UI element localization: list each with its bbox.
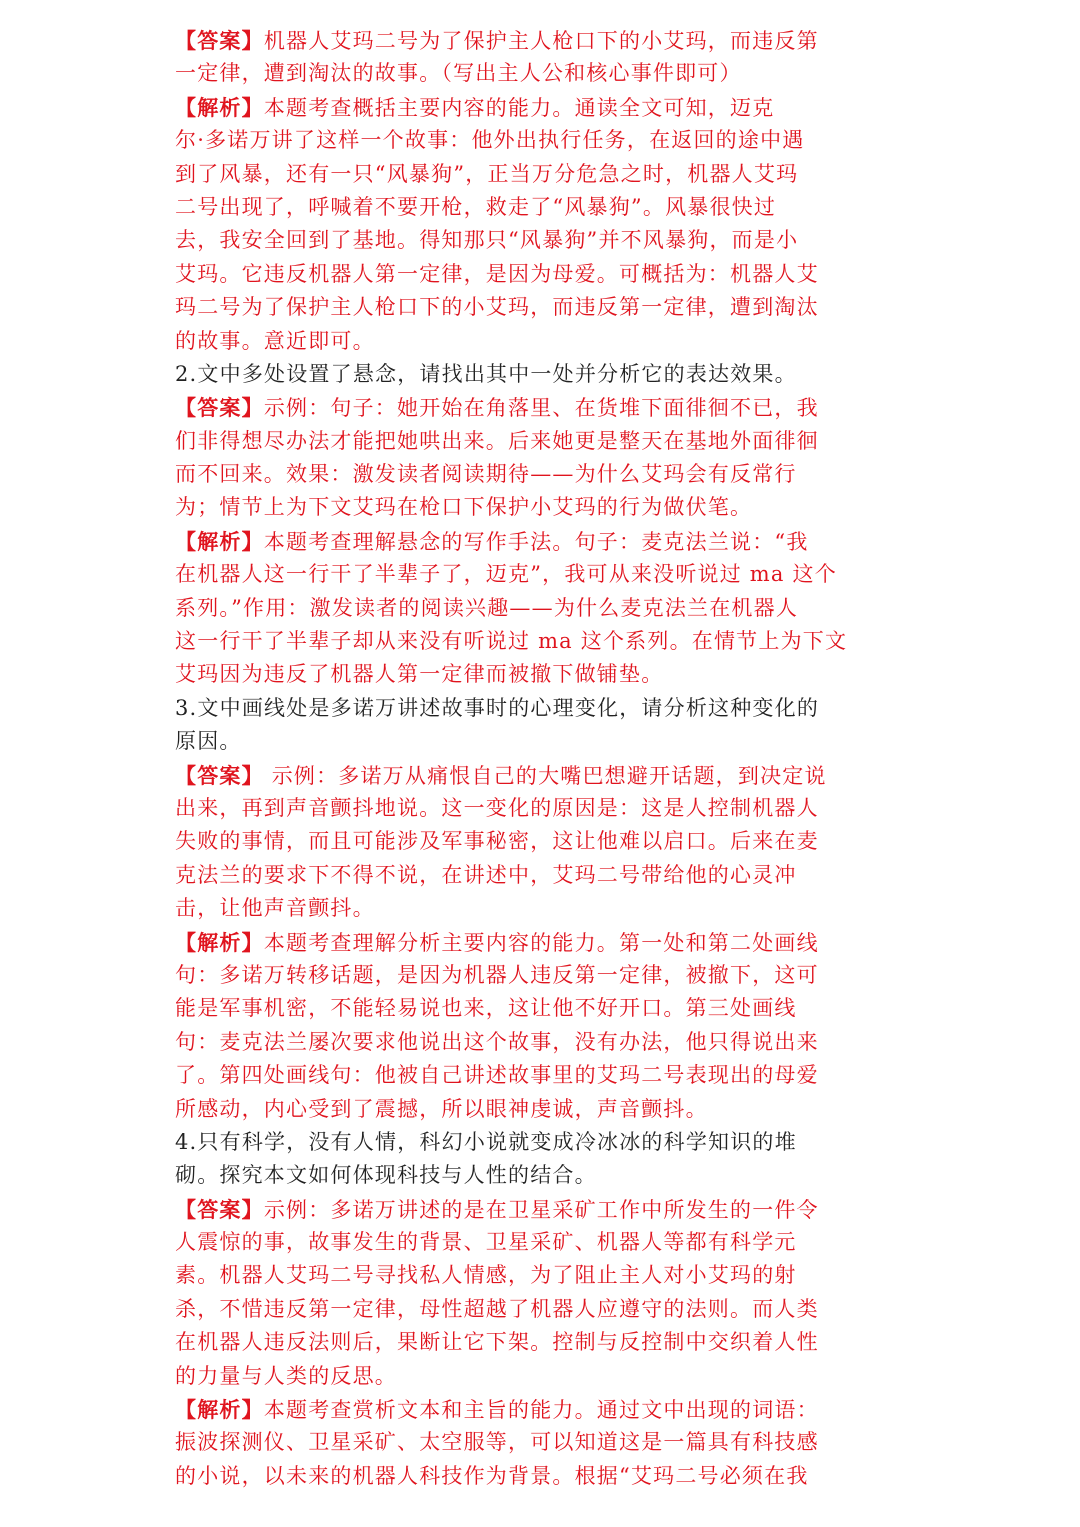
- line-text: 示例：多诺万从痛恨自己的大嘴巴想避开话题，到决定说: [263, 763, 827, 788]
- line-text: 尔·多诺万讲了这样一个故事：他外出执行任务，在返回的途中遇: [175, 128, 805, 153]
- answer-line: [175, 592, 905, 625]
- line-text: 的小说，以未来的机器人科技作为背景。根据“艾玛二号必须在我: [175, 1463, 809, 1488]
- line-text: 本题考查概括主要内容的能力。通读全文可知，迈克: [263, 95, 775, 120]
- answer-line: [175, 1460, 905, 1493]
- answer-line: [175, 926, 905, 959]
- line-text: 二号出现了，呼喊着不要开枪，救走了“风暴狗”。风暴很快过: [175, 194, 777, 219]
- question-line: [175, 358, 905, 391]
- answer-line: [175, 625, 905, 658]
- line-text: 砌。探究本文如何体现科技与人性的结合。: [175, 1163, 597, 1188]
- question-line: [175, 725, 905, 758]
- line-text: 玛二号为了保护主人枪口下的小艾玛，而违反第一定律，遭到淘汰: [175, 295, 819, 320]
- answer-line: [175, 1093, 905, 1126]
- answer-line: [175, 491, 905, 524]
- answer-line: [175, 425, 905, 458]
- line-text: 击，让他声音颤抖。: [175, 896, 375, 921]
- answer-line: [175, 1326, 905, 1359]
- section-tag: 【答案】: [175, 1196, 264, 1222]
- answer-line: [175, 1226, 905, 1259]
- section-tag: 【答案】: [175, 395, 264, 421]
- line-text: 所感动，内心受到了震撼，所以眼神虔诚，声音颤抖。: [175, 1096, 708, 1121]
- line-text: 素。机器人艾玛二号寻找私人情感，为了阻止主人对小艾玛的射: [175, 1263, 797, 1288]
- section-tag: 【解析】: [175, 1397, 264, 1423]
- line-text: 到了风暴，还有一只“风暴狗”，正当万分危急之时，机器人艾玛: [175, 161, 799, 186]
- line-text: 艾玛因为违反了机器人第一定律而被撤下做铺垫。: [175, 662, 664, 687]
- line-text: 杀，不惜违反第一定律，母性超越了机器人应遵守的法则。而人类: [175, 1296, 819, 1321]
- line-text: 们非得想尽办法才能把她哄出来。后来她更是整天在基地外面徘徊: [175, 428, 819, 453]
- answer-line: [175, 1193, 905, 1226]
- line-text: 句：多诺万转移话题，是因为机器人违反第一定律，被撤下，这可: [175, 962, 819, 987]
- line-text: 本题考查理解分析主要内容的能力。第一处和第二处画线: [263, 930, 819, 955]
- answer-line: [175, 1393, 905, 1426]
- section-tag: 【解析】: [175, 94, 264, 120]
- section-tag: 【答案】: [175, 762, 264, 788]
- answer-line: [175, 391, 905, 424]
- line-text: 系列。”作用：激发读者的阅读兴趣——为什么麦克法兰在机器人: [175, 595, 799, 620]
- line-text: 失败的事情，而且可能涉及军事秘密，这让他难以启口。后来在麦: [175, 829, 819, 854]
- answer-line: [175, 91, 905, 124]
- answer-line: [175, 224, 905, 257]
- answer-line: [175, 859, 905, 892]
- answer-line: [175, 1059, 905, 1092]
- question-line: [175, 692, 905, 725]
- answer-line: [175, 158, 905, 191]
- answer-line: [175, 291, 905, 324]
- line-text: 能是军事机密，不能轻易说也来，这让他不好开口。第三处画线: [175, 996, 797, 1021]
- line-text: 本题考查赏析文本和主旨的能力。通过文中出现的词语：: [263, 1398, 819, 1423]
- answer-line: [175, 825, 905, 858]
- line-text: 本题考查理解悬念的写作手法。句子：麦克法兰说：“我: [263, 529, 809, 554]
- line-text: 的力量与人类的反思。: [175, 1363, 397, 1388]
- answer-line: [175, 658, 905, 691]
- line-text: 而不回来。效果：激发读者阅读期待——为什么艾玛会有反常行: [175, 462, 797, 487]
- question-line: [175, 1159, 905, 1192]
- answer-line: [175, 558, 905, 591]
- line-text: 克法兰的要求下不得不说，在讲述中，艾玛二号带给他的心灵冲: [175, 862, 797, 887]
- question-line: [175, 1126, 905, 1159]
- line-text: 在机器人违反法则后，果断让它下架。控制与反控制中交织着人性: [175, 1330, 819, 1355]
- document-page: [175, 24, 905, 1493]
- line-text: 4.只有科学，没有人情，科幻小说就变成冷冰冰的科学知识的堆: [175, 1129, 797, 1154]
- line-text: 原因。: [175, 729, 242, 754]
- line-text: 机器人艾玛二号为了保护主人枪口下的小艾玛，而违反第: [263, 29, 819, 53]
- line-text: 去，我安全回到了基地。得知那只“风暴狗”并不风暴狗，而是小: [175, 228, 799, 253]
- line-text: 艾玛。它违反机器人第一定律，是因为母爱。可概括为：机器人艾: [175, 261, 819, 286]
- line-text: 人震惊的事，故事发生的背景、卫星采矿、机器人等都有科学元: [175, 1230, 797, 1255]
- answer-line: [175, 1426, 905, 1459]
- line-text: 2.文中多处设置了悬念，请找出其中一处并分析它的表达效果。: [175, 361, 797, 386]
- line-text: 句：麦克法兰屡次要求他说出这个故事，没有办法，他只得说出来: [175, 1029, 819, 1054]
- line-text: 在机器人这一行干了半辈子了，迈克”，我可从来没听说过 ma 这个: [175, 562, 837, 587]
- line-text: 一定律，遭到淘汰的故事。（写出主人公和核心事件即可）: [175, 61, 742, 86]
- answer-line: [175, 258, 905, 291]
- section-tag: 【解析】: [175, 929, 264, 955]
- answer-line: [175, 1026, 905, 1059]
- line-text: 这一行干了半辈子却从来没有听说过 ma 这个系列。在情节上为下文: [175, 629, 848, 654]
- answer-line: [175, 24, 905, 57]
- answer-line: [175, 458, 905, 491]
- answer-line: [175, 525, 905, 558]
- answer-line: [175, 1360, 905, 1393]
- section-tag: 【解析】: [175, 528, 264, 554]
- line-text: 为；情节上为下文艾玛在枪口下保护小艾玛的行为做伏笔。: [175, 495, 753, 520]
- line-text: 的故事。意近即可。: [175, 328, 375, 353]
- answer-line: [175, 959, 905, 992]
- answer-line: [175, 191, 905, 224]
- answer-line: [175, 325, 905, 358]
- answer-line: [175, 792, 905, 825]
- answer-line: [175, 759, 905, 792]
- line-text: 示例：句子：她开始在角落里、在货堆下面徘徊不已，我: [263, 396, 819, 421]
- line-text: 示例：多诺万讲述的是在卫星采矿工作中所发生的一件令: [263, 1197, 819, 1222]
- line-text: 出来，再到声音颤抖地说。这一变化的原因是：这是人控制机器人: [175, 795, 819, 820]
- answer-line: [175, 124, 905, 157]
- line-text: 振波探测仪、卫星采矿、太空服等，可以知道这是一篇具有科技感: [175, 1430, 819, 1455]
- answer-line: [175, 57, 905, 90]
- line-text: 了。第四处画线句：他被自己讲述故事里的艾玛二号表现出的母爱: [175, 1063, 819, 1088]
- answer-line: [175, 1259, 905, 1292]
- answer-line: [175, 992, 905, 1025]
- line-text: 3.文中画线处是多诺万讲述故事时的心理变化，请分析这种变化的: [175, 695, 820, 720]
- answer-line: [175, 892, 905, 925]
- answer-line: [175, 1293, 905, 1326]
- section-tag: 【答案】: [175, 28, 264, 53]
